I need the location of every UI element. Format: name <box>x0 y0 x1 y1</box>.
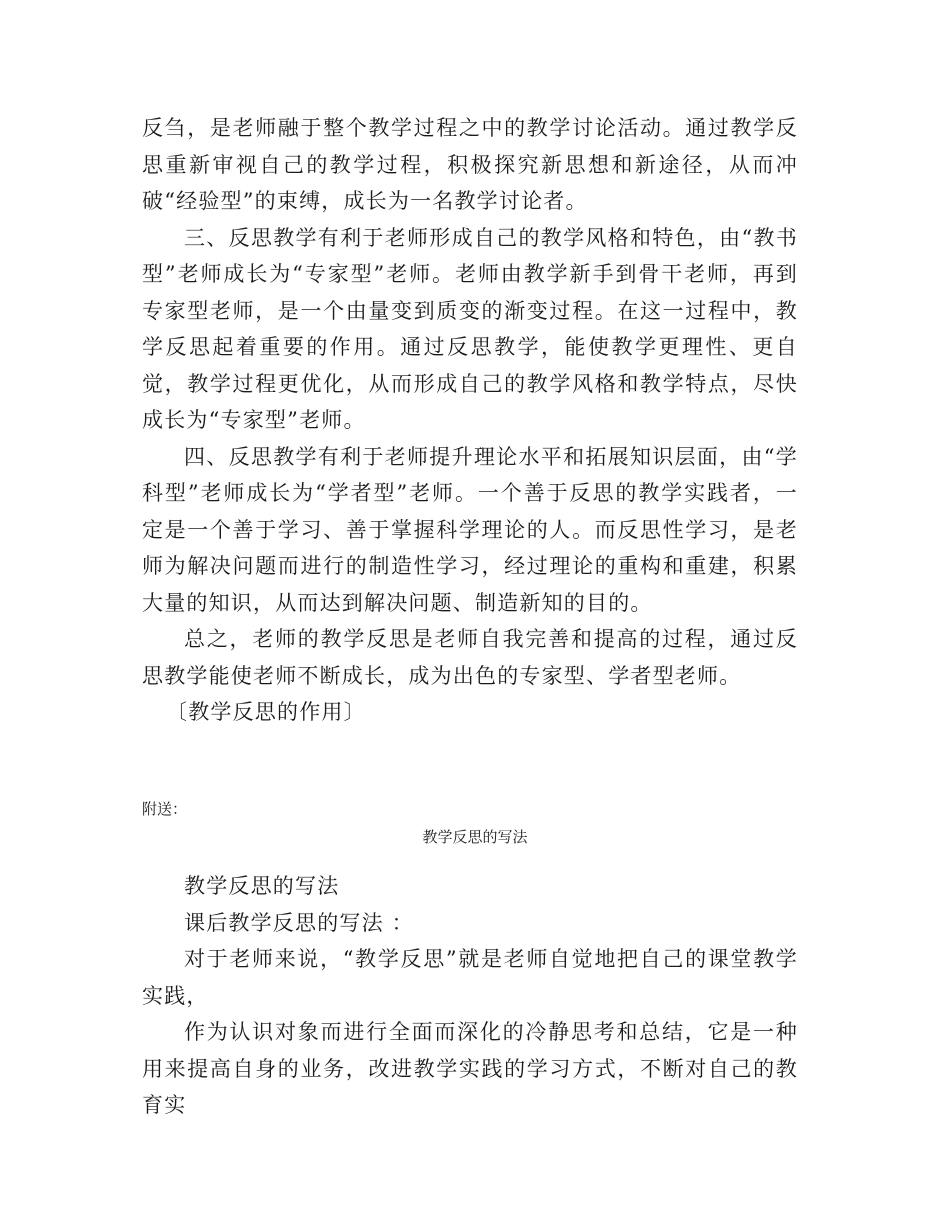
paragraph-subheading: 课后教学反思的写法 ： <box>184 910 414 935</box>
appendix-label: 附送： <box>142 800 188 818</box>
paragraph-point-four: 四、反思教学有利于老师提升理论水平和拓展知识层面，由“学科型”老师成长为“学者型”老师。一个善于反思的教学实践者，一定是一个善于学习、善于掌握科学理论的人。而反思性学习，是老师为解决问题而进行的制造性学习，经过理论的重构和重建，积累大量的知识，从而达到解决问题、制造新知的目的。 <box>142 444 798 615</box>
main-text-block <box>142 110 798 731</box>
paragraph-continuation: 作为认识对象而进行全面而深化的冷静思考和总结，它是一种用来提高自身的业务，改进教学实践的学习方式，不断对自己的教育实 <box>142 1020 798 1117</box>
paragraph-summary: 总之，老师的教学反思是老师自我完善和提高的过程，通过反思教学能使老师不断成长，成为出色的专家型、学者型老师。 <box>142 627 798 688</box>
appendix-text-block <box>142 868 798 1124</box>
paragraph-reflection-intro: 反刍，是老师融于整个教学过程之中的教学讨论活动。通过教学反思重新审视自己的教学过程，积极探究新思想和新途径，从而冲破“经验型”的束缚，成长为一名教学讨论者。 <box>142 116 798 213</box>
appendix-title: 教学反思的写法 <box>422 828 528 846</box>
section-caption: 〔教学反思的作用〕 <box>166 700 366 724</box>
paragraph-point-three: 三、反思教学有利于老师形成自己的教学风格和特色，由“教书型”老师成长为“专家型”老师。老师由教学新手到骨干老师，再到专家型老师，是一个由量变到质变的渐变过程。在这一过程中，教学反思起着重要的作用。通过反思教学，能使教学更理性、更自觉，教学过程更优化，从而形成自己的教学风格和教学特点，尽快成长为“专家型”老师。 <box>142 225 798 432</box>
paragraph-heading: 教学反思的写法 <box>184 874 340 898</box>
paragraph-definition: 对于老师来说，“教学反思”就是老师自觉地把自己的课堂教学实践， <box>142 947 798 1008</box>
